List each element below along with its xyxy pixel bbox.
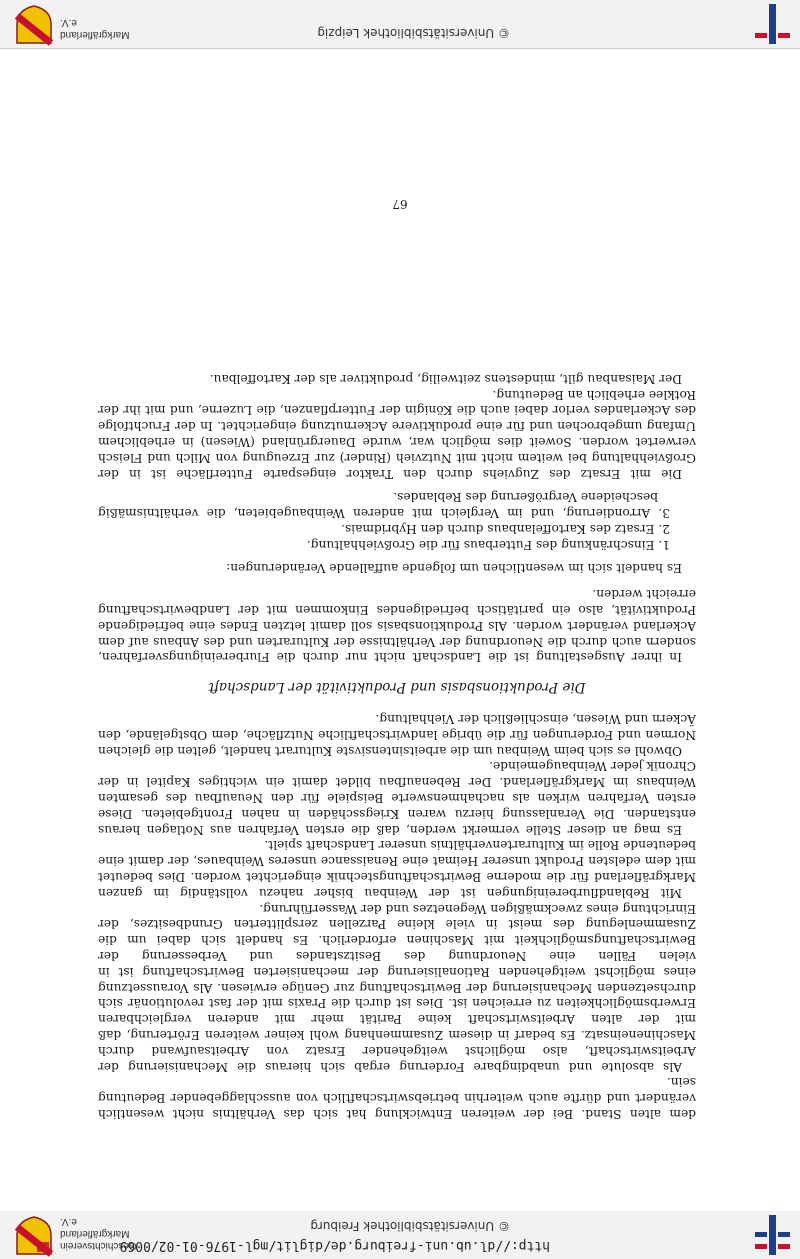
page-number: 67 bbox=[392, 197, 408, 211]
list-item: 1. Einschränkung des Futterbaus für die Großviehhaltung. bbox=[306, 537, 670, 552]
paragraph: dem alten Stand. Bei der weiteren Entwicklung hat sich das Verhältnis nicht wesentlich verändert und dürfte auch weiterhin betriebswirtschaftlich von ausschlaggebender Bedeutung sein. bbox=[98, 1075, 696, 1121]
viewer-footer bbox=[0, 0, 800, 49]
paragraph: Mit Reblandflurbereinigungen ist der Weinbau bisher nahezu vollständig im ganzen Markgräflerland für die moderne Bewirtschaftungstechnik eingerichtet worden. Dies bedeutet mit dem edelsten Produkt unserer Heimat eine Renaissance unseres Weinbaues, der damit eine bedeutende Rolle im Kulturartenverhältnis unserer Landschaft spielt. bbox=[98, 838, 696, 900]
paragraph: Es mag an dieser Stelle vermerkt werden, daß die ersten Verfahren aus Notlagen heraus entstanden. Die Veranlassung hierzu waren Kriegsschäden in nahen Frontgebieten. Diese ersten Verfahren wirken als nachahmenswerte Beispiele für den Neuaufbau des gesamten Weinbaus im Markgräflerland. Der Rebenaufbau bildet damit ein wichtiges Kapitel in der Chronik jeder Weinbaugemeinde. bbox=[98, 759, 696, 837]
library-credit: © Universitätsbibliothek Leipzig bbox=[317, 26, 510, 40]
page-text bbox=[98, 370, 696, 1121]
list-item: 3. Arrondierung, und im Vergleich mit anderen Weinbaugebieten, die verhältnismäßig bescheidene Vergrößerung des Reblandes. bbox=[98, 490, 670, 521]
society-name: Markgräflerland e.V. bbox=[60, 17, 130, 40]
spacer bbox=[98, 576, 696, 586]
document-url-link[interactable]: http://dl.ub.uni-freiburg.de/diglit/mgl-1976-01-02/0069 bbox=[119, 1238, 550, 1253]
society-line-2: Markgräflerland e.V. bbox=[60, 1216, 130, 1239]
university-logo-icon bbox=[752, 1213, 792, 1257]
society-crest-icon bbox=[13, 4, 55, 46]
university-logo-icon bbox=[752, 2, 792, 46]
section-heading: Die Produktionsbasis und Produktivität der Landschaft bbox=[208, 679, 586, 696]
library-credit: © Universitätsbibliothek Freiburg bbox=[310, 1219, 510, 1233]
paragraph: Die mit Ersatz des Zugviehs durch den Traktor eingesparte Futterfläche ist in der Großviehhaltung bei weitem nicht mit Nutzvieh (Rinder) zur Erzeugung von Milch und Fleisch verwertet worden. Soweit dies möglich war, wurde Dauergrünland (Wiesen) in erheblichem Umfang umgebrochen und für eine produktivere Ackernutzung eingerichtet. In der Fruchtfolge des Ackerlandes verlor dabei auch die Königin der Futterpflanzen, die Luzerne, und mit ihr der Rotklee erheblich an Bedeutung. bbox=[98, 387, 696, 481]
scanned-page bbox=[0, 48, 800, 1211]
viewer-header bbox=[0, 1210, 800, 1259]
list-item: 2. Ersatz des Kartoffelanbaus durch den Hybridmais. bbox=[341, 521, 670, 536]
paragraph: Als absolute und unabdingbare Forderung ergab sich hieraus die Mechanisierung der Arbeitswirtschaft, also möglichst weitgehender Ersatz von Arbeitsaufwand durch Maschineneinsatz. Es bedarf in diesem Zusammenhang wohl keiner weiteren Erörterung, daß mit der alten Arbeitswirtschaft keine Parität mehr mit anderen vergleichbaren Erwerbsmöglichkeiten zu erreichen ist. Dies ist durch die Praxis mit der fast revolutionär sich durchsetzenden Mechanisierung der Bewirtschaftung zur Genüge erwiesen. Als Voraussetzung eines möglichst weitgehenden Rationalisierung der mechanisierten Bewirtschaftung ist in vielen Fällen eine Neuordnung des Besitzstandes und Verbesserung der Bewirtschaftungsmöglichkeit mit Maschinen erforderlich. Es handelt sich dabei um die Zusammenlegung des meist in viele kleine Parzellen zersplitterten Grundbesitzes, der Einrichtung eines zweckmäßigen Wegenetzes und der Wasserführung. bbox=[98, 901, 696, 1074]
society-crest-icon bbox=[13, 1215, 55, 1257]
paragraph: Obwohl es sich beim Weinbau um die arbeitsintensivste Kulturart handelt, gelten die gleichen Normen und Forderungen für die übrige landwirtschaftliche Nutzfläche, dem Obstgelände, den Äckern und Wiesen, einschließlich der Viehhaltung. bbox=[98, 712, 696, 758]
paragraph: In ihrer Ausgestaltung ist die Landschaft nicht nur durch die Flurbereinigungsverfahren, sondern auch durch die Neuordnung der Verhältnisse der Kulturarten und des Anbaus auf dem Ackerland verändert worden. Als Produktionsbasis soll damit letzten Endes eine befriedigende Produktivität, also ein paritätisch befriedigendes Einkommen mit der Landbewirtschaftung erreicht werden. bbox=[98, 587, 696, 665]
numbered-list bbox=[98, 489, 696, 552]
paragraph: Es handelt sich im wesentlichen um folgende auffallende Veränderungen: bbox=[226, 561, 682, 576]
society-name bbox=[60, 1215, 140, 1251]
paragraph: Der Maisanbau gilt, mindestens zeitweilig, produktiver als der Kartoffelbau. bbox=[209, 371, 682, 386]
society-line-1: Geschichtsverein bbox=[60, 1240, 137, 1251]
